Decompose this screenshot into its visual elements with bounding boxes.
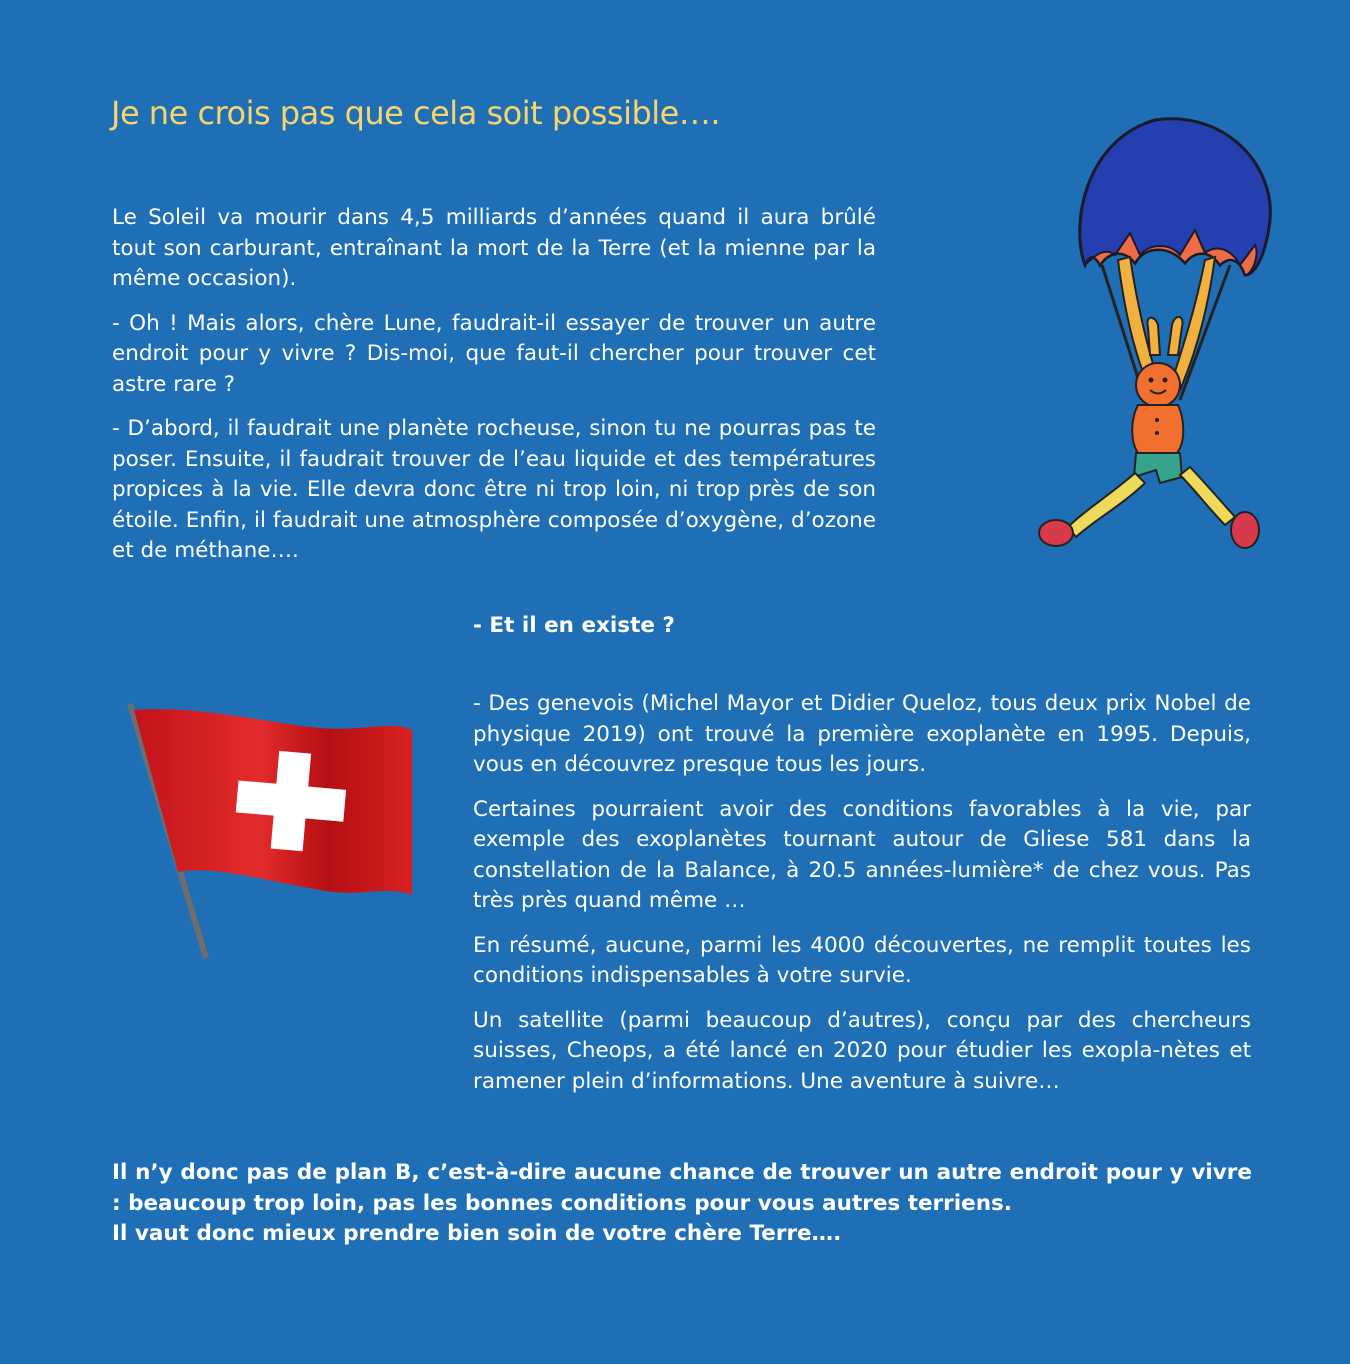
intro-text [112,203,876,581]
answer-paragraph: Certaines pourraient avoir des conditions favorables à la vie, par exemple des exoplanètes tournant autour de Gliese 581 dans la constellation de la Balance, à 20.5 années-lumière* de chez vous. Pas très près quand même … [473,796,1251,913]
parachutist-illustration [1030,115,1280,560]
intro-paragraph: - D’abord, il faudrait une planète rocheuse, sinon tu ne pourras pas te poser. Ensuite, il faudrait trouver de l’eau liquide et des températures propices à la vie. Elle devra donc être ni trop loin, ni trop près de son étoile. Enfin, il faudrait une atmosphère composée d’oxygène, d’ozone et de méthane…. [112,416,876,563]
intro-paragraph: - Oh ! Mais alors, chère Lune, faudrait-il essayer de trouver un autre endroit pour y vivre ? Dis-moi, que faut-il chercher pour trouver cet astre rare ? [112,310,876,397]
page-title: Je ne crois pas que cela soit possible…. [111,94,721,132]
answer-paragraph: - Des genevois (Michel Mayor et Didier Queloz, tous deux prix Nobel de physique 2019) ont trouvé la première exoplanète en 1995. Depuis, vous en découvrez presque tous les jours. [473,691,1251,777]
question-text: - Et il en existe ? [473,613,675,638]
answer-paragraph: En résumé, aucune, parmi les 4000 découvertes, ne remplit toutes les conditions indispensables à votre survie. [473,932,1251,988]
conclusion-main: Il n’y donc pas de plan B, c’est-à-dire aucune chance de trouver un autre endroit pour y vivre : beaucoup trop loin, pas les bonnes conditions pour vous autres terriens. [112,1160,1252,1216]
swiss-flag-illustration [120,700,420,965]
conclusion-text [112,1158,1252,1250]
intro-paragraph: Le Soleil va mourir dans 4,5 milliards d’années quand il aura brûlé tout son carburant, entraînant la mort de la Terre (et la mienne par la même occasion). [112,205,876,291]
answer-text [473,689,1251,1111]
answer-paragraph: Un satellite (parmi beaucoup d’autres), conçu par des chercheurs suisses, Cheops, a été lancé en 2020 pour étudier les exopla-nètes et ramener plein d’informations. Une aventure à suivre… [473,1007,1251,1094]
conclusion-last: Il vaut donc mieux prendre bien soin de votre chère Terre…. [112,1221,842,1246]
